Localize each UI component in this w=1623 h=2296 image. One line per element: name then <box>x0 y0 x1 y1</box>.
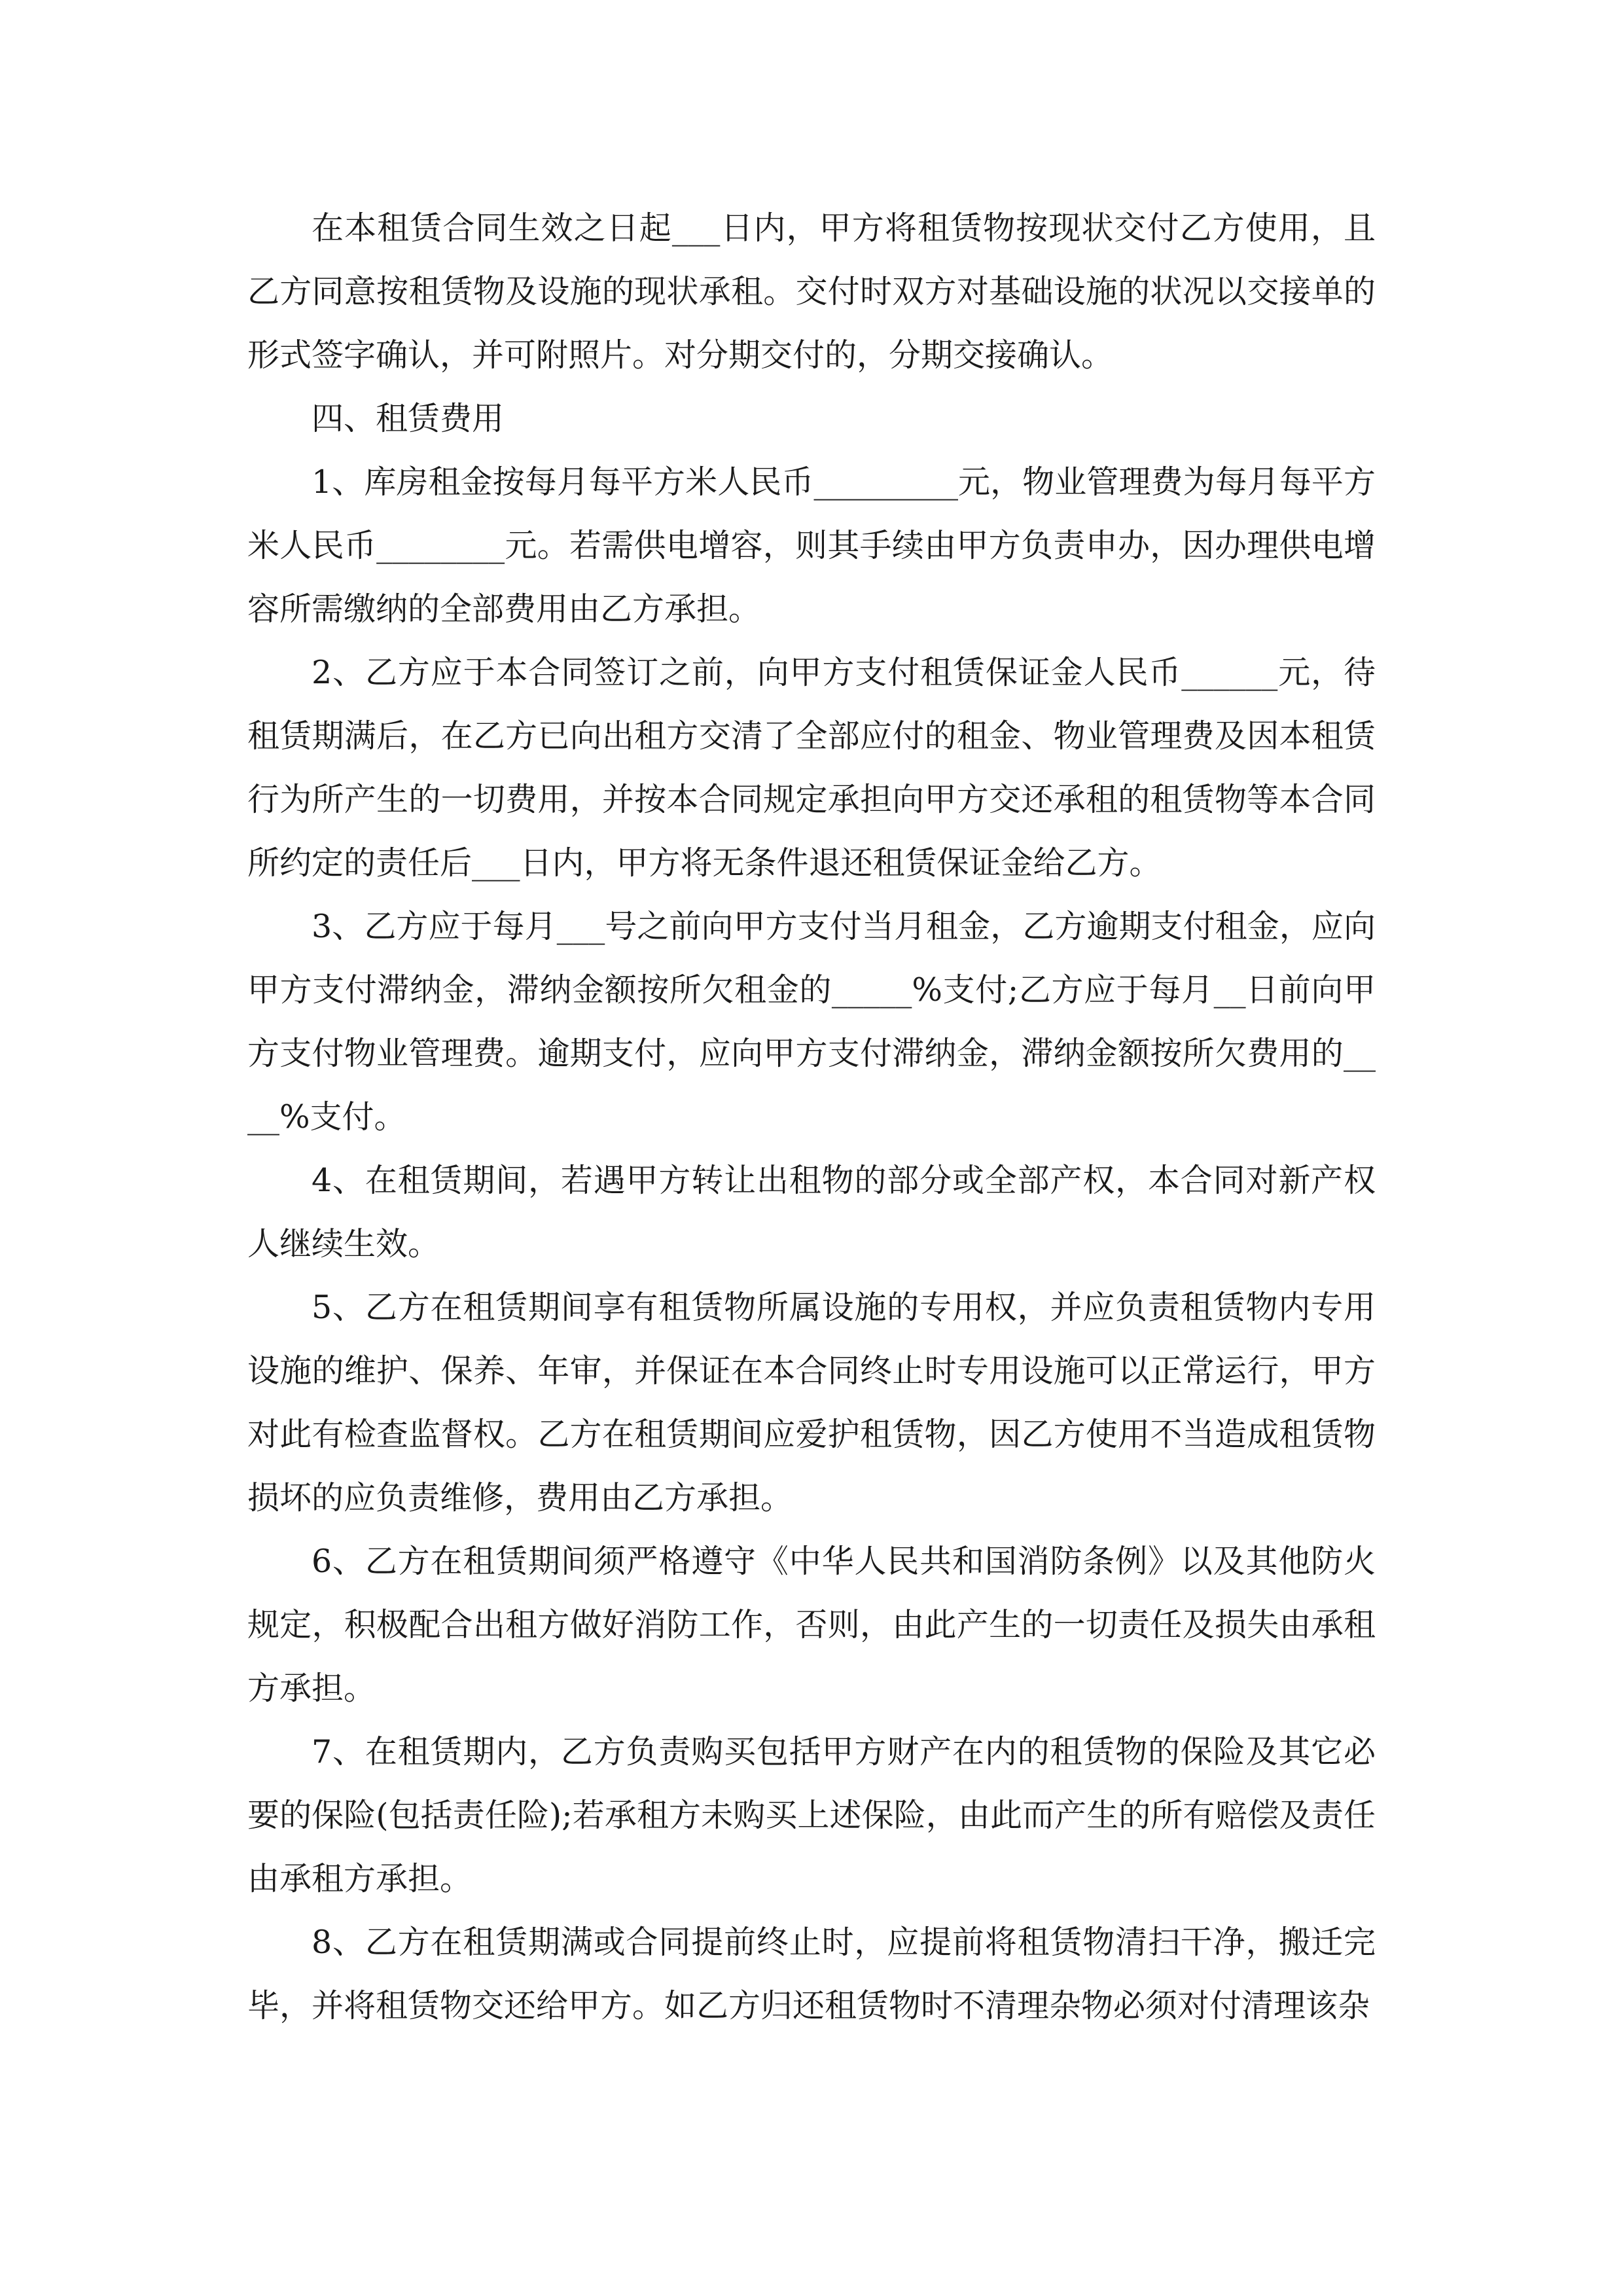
clause-6-fire-safety: 6、乙方在租赁期间须严格遵守《中华人民共和国消防条例》以及其他防火规定，积极配合出租方做好消防工作，否则，由此产生的一切责任及损失由承租方承担。 <box>247 1543 1376 1707</box>
clause-2-deposit: 2、乙方应于本合同签订之前，向甲方支付租赁保证金人民币______元，待租赁期满后，在乙方已向出租方交清了全部应付的租金、物业管理费及因本租赁行为所产生的一切费用，并按本合同规定承担向甲方交还承租的租赁物等本合同所约定的责任后___日内，甲方将无条件退还租赁保证金给乙方。 <box>247 654 1376 882</box>
clause-3-payment: 3、乙方应于每月___号之前向甲方支付当月租金，乙方逾期支付租金，应向甲方支付滞纳金，滞纳金额按所欠租金的_____%支付;乙方应于每月__日前向甲方支付物业管理费。逾期支付，应向甲方支付滞纳金，滞纳金额按所欠费用的____%支付。 <box>247 908 1376 1136</box>
clause-8-return: 8、乙方在租赁期满或合同提前终止时，应提前将租赁物清扫干净，搬迁完毕，并将租赁物交还给甲方。如乙方归还租赁物时不清理杂物必须对付清理该杂 <box>247 1924 1376 2024</box>
section-heading-rental-fees: 四、租赁费用 <box>312 400 505 437</box>
clause-5-facilities: 5、乙方在租赁期间享有租赁物所属设施的专用权，并应负责租赁物内专用设施的维护、保养、年审，并保证在本合同终止时专用设施可以正常运行，甲方对此有检查监督权。乙方在租赁期间应爱护租赁物，因乙方使用不当造成租赁物损坏的应负责维修，费用由乙方承担。 <box>247 1289 1376 1516</box>
clause-7-insurance: 7、在租赁期内，乙方负责购买包括甲方财产在内的租赁物的保险及其它必要的保险(包括责任险);若承租方未购买上述保险，由此而产生的所有赔偿及责任由承租方承担。 <box>247 1733 1376 1897</box>
document-body <box>247 196 1376 2037</box>
paragraph-delivery: 在本租赁合同生效之日起___日内，甲方将租赁物按现状交付乙方使用，且乙方同意按租赁物及设施的现状承租。交付时双方对基础设施的状况以交接单的形式签字确认，并可附照片。对分期交付的，分期交接确认。 <box>247 209 1376 374</box>
clause-4-ownership-transfer: 4、在租赁期间，若遇甲方转让出租物的部分或全部产权，本合同对新产权人继续生效。 <box>247 1162 1376 1263</box>
clause-1-rent: 1、库房租金按每月每平方米人民币_________元，物业管理费为每月每平方米人民币________元。若需供电增容，则其手续由甲方负责申办，因办理供电增容所需缴纳的全部费用由乙方承担。 <box>247 463 1376 628</box>
